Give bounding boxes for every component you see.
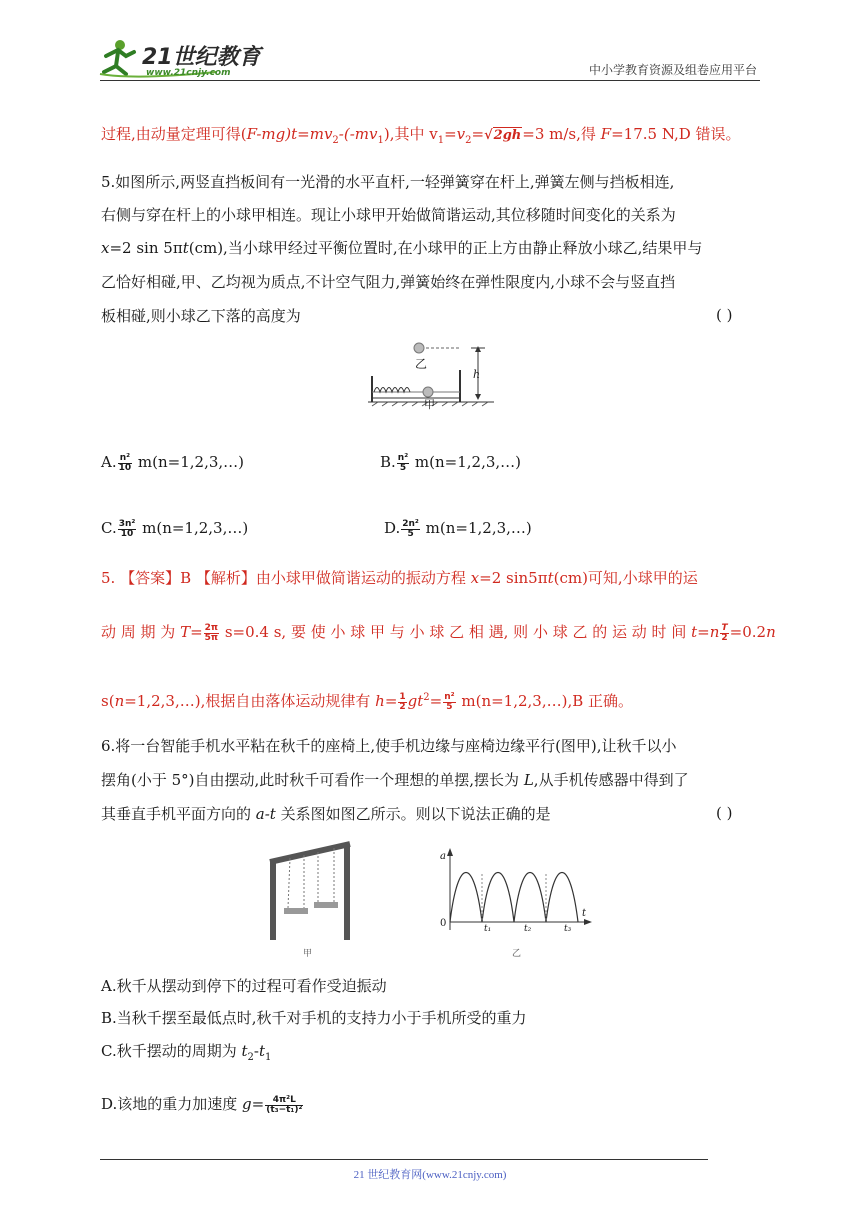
q5-option-C[interactable]: C. $\frac{\text{3n²}}{10}$ m(n=1,2,3,…): [101, 518, 249, 539]
q6-option-C[interactable]: C.秋千摆动的周期为 $t_2-t_1$: [101, 1042, 272, 1063]
graph-origin: 0: [440, 918, 447, 929]
q5-line-3: x=2 sin 5πt(cm),当小球甲经过平衡位置时,在小球甲的正上方由静止释放小球乙,结果甲与: [101, 239, 703, 257]
q6-line-1: 6.将一台智能手机水平粘在秋千的座椅上,使手机边缘与座椅边缘平行(图甲),让秋千以小: [101, 737, 677, 755]
q5-line-5: 板相碰,则小球乙下落的高度为: [101, 307, 301, 325]
graph-axis-t: t: [582, 908, 587, 919]
swing-figure: [266, 838, 356, 942]
q5-line-4: 乙恰好相碰,甲、乙均视为质点,不计空气阻力,弹簧始终在弹性限度内,小球不会与竖直挡: [101, 273, 676, 291]
logo-text: 21世纪教育: [142, 45, 261, 70]
graph-t2: t₂: [524, 924, 532, 934]
logo-url: www.21cnjy.com: [146, 68, 231, 78]
q6-option-B[interactable]: B.当秋千摆至最低点时,秋千对手机的支持力小于手机所受的重力: [101, 1009, 527, 1027]
q6-answer-paren: ( ): [716, 804, 733, 822]
q5-line-2: 右侧与穿在杆上的小球甲相连。现让小球甲开始做简谐运动,其位移随时间变化的关系为: [101, 206, 676, 224]
a5-line-1: 5. 【答案】B 【解析】由小球甲做简谐运动的振动方程 x=2 sin5πt(cm)可知,小球甲的运: [101, 569, 698, 587]
q6-option-D[interactable]: D.该地的重力加速度 g= $\frac{\text{4π²L}}{\text{(t₃−t₁)²}}$: [101, 1094, 303, 1115]
graph-axis-a: a: [440, 851, 446, 862]
q5-option-B[interactable]: B. $\frac{\text{n²}}{5}$ m(n=1,2,3,…): [380, 452, 522, 473]
graph-t1: t₁: [484, 924, 492, 934]
q5-option-A[interactable]: A. $\frac{\text{n²}}{10}$ m(n=1,2,3,…): [101, 452, 244, 473]
header-right-text: 中小学教育资源及组卷应用平台: [588, 63, 757, 77]
footer-divider: [100, 1159, 708, 1160]
q6-option-A[interactable]: A.秋千从摆动到停下的过程可看作受迫振动: [101, 977, 387, 995]
q6-line-2: 摆角(小于 5°)自由摆动,此时秋千可看作一个理想的单摆,摆长为 L,从手机传感器中得到了: [101, 771, 689, 789]
header-divider: [100, 80, 760, 81]
graph-fig-label: 乙: [512, 949, 522, 959]
a5-line-2: 动 周 期 为 T= $\frac{2\pi}{5\pi}$ s=0.4 s, 要 使 小 球 甲 与 小 球 乙 相 遇, 则 小 球 乙 的 运 动 时 间 t=n $\frac{T}{2}$ =0.2n: [101, 622, 776, 643]
q5-fig-label-yi: 乙: [415, 357, 428, 371]
a-t-graph: [436, 846, 596, 938]
prev-answer-line: 过程,由动量定理可得$(F-mg)t=mv_2-(-mv_1)$,其中 $v_1=v_2=√2gh=3$ m/s,得 F=17.5 N,D 错误。: [101, 125, 741, 146]
q5-option-D[interactable]: D. $\frac{\text{2n²}}{5}$ m(n=1,2,3,…): [384, 518, 532, 539]
q5-fig-label-h: h: [473, 368, 481, 381]
sqrt-expression: √2gh: [484, 128, 522, 143]
footer-text[interactable]: 21 世纪教育网(www.21cnjy.com): [353, 1169, 507, 1181]
graph-t3: t₃: [564, 924, 572, 934]
q5-fig-label-jia: 甲: [424, 398, 435, 411]
q6-line-3: 其垂直手机平面方向的 a-t 关系图如图乙所示。则以下说法正确的是: [101, 805, 551, 823]
swing-fig-label: 甲: [303, 949, 313, 959]
q5-line-1: 5.如图所示,两竖直挡板间有一光滑的水平直杆,一轻弹簧穿在杆上,弹簧左侧与挡板相连,: [101, 173, 675, 191]
q5-answer-paren: ( ): [716, 306, 733, 324]
a5-line-3: s(n=1,2,3,…),根据自由落体运动规律有 h= $\frac{1}{2}$ $gt^2=$ $\frac{\text{n²}}{5}$ m(n=1,2,3,…),B 正确。: [101, 691, 634, 712]
